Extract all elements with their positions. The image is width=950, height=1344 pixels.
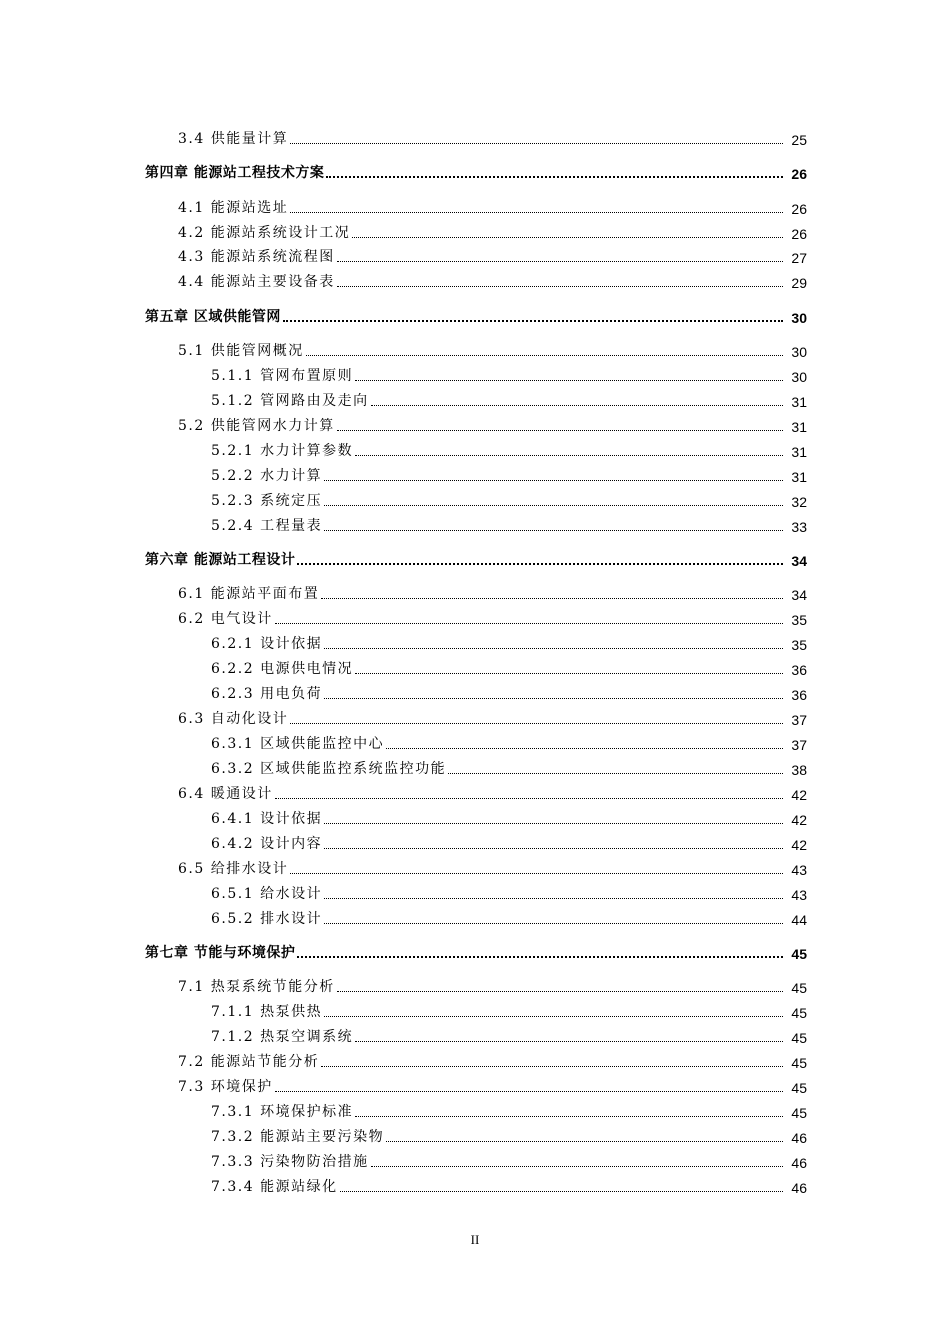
toc-entry-page: 31 bbox=[791, 469, 807, 485]
toc-entry[interactable] bbox=[178, 340, 807, 360]
toc-entry-title: 6.1 能源站平面布置 bbox=[178, 583, 320, 603]
toc-chapter-entry[interactable] bbox=[145, 162, 807, 182]
toc-leader-dots bbox=[337, 261, 783, 262]
toc-entry[interactable] bbox=[178, 128, 807, 148]
toc-leader-dots bbox=[324, 1016, 783, 1017]
toc-entry[interactable] bbox=[211, 633, 807, 653]
toc-entry[interactable] bbox=[211, 390, 807, 410]
toc-entry-title: 5.2.2 水力计算 bbox=[211, 465, 323, 485]
toc-entry[interactable] bbox=[211, 1151, 807, 1171]
toc-entry[interactable] bbox=[211, 440, 807, 460]
toc-entry-page: 45 bbox=[791, 980, 807, 996]
toc-entry-title: 6.5 给排水设计 bbox=[178, 858, 289, 878]
toc-entry-title: 7.3 环境保护 bbox=[178, 1076, 274, 1096]
toc-entry-title: 7.1.2 热泵空调系统 bbox=[211, 1026, 354, 1046]
toc-entry-title: 6.2.1 设计依据 bbox=[211, 633, 323, 653]
toc-entry-title: 7.3.3 污染物防治措施 bbox=[211, 1151, 370, 1171]
toc-entry[interactable] bbox=[211, 683, 807, 703]
toc-entry-title: 7.1.1 热泵供热 bbox=[211, 1001, 323, 1021]
toc-entry-title: 6.3.1 区域供能监控中心 bbox=[211, 733, 385, 753]
toc-entry[interactable] bbox=[178, 858, 807, 878]
toc-leader-dots bbox=[324, 648, 783, 649]
toc-leader-dots bbox=[275, 1091, 783, 1092]
toc-entry-title: 7.3.2 能源站主要污染物 bbox=[211, 1126, 385, 1146]
toc-chapter-entry[interactable] bbox=[145, 306, 807, 326]
toc-entry-page: 45 bbox=[791, 1080, 807, 1096]
toc-leader-dots bbox=[275, 798, 783, 799]
toc-leader-dots bbox=[324, 923, 783, 924]
toc-entry-page: 33 bbox=[791, 519, 807, 535]
toc-leader-dots bbox=[324, 898, 783, 899]
toc-entry[interactable] bbox=[211, 490, 807, 510]
toc-entry-page: 36 bbox=[791, 662, 807, 678]
toc-entry-title: 6.4.2 设计内容 bbox=[211, 833, 323, 853]
toc-leader-dots bbox=[386, 748, 783, 749]
toc-entry[interactable] bbox=[178, 1051, 807, 1071]
toc-leader-dots bbox=[324, 698, 783, 699]
toc-entry[interactable] bbox=[178, 197, 807, 217]
toc-entry[interactable] bbox=[211, 733, 807, 753]
toc-leader-dots bbox=[326, 176, 783, 178]
toc-entry[interactable] bbox=[178, 608, 807, 628]
toc-entry-page: 42 bbox=[791, 812, 807, 828]
page-number: II bbox=[470, 1232, 480, 1247]
toc-entry-title: 5.1.1 管网布置原则 bbox=[211, 365, 354, 385]
toc-entry-page: 36 bbox=[791, 687, 807, 703]
toc-entry[interactable] bbox=[178, 783, 807, 803]
toc-entry-page: 46 bbox=[791, 1155, 807, 1171]
toc-entry[interactable] bbox=[211, 758, 807, 778]
toc-entry-page: 32 bbox=[791, 494, 807, 510]
toc-leader-dots bbox=[337, 430, 783, 431]
toc-entry[interactable] bbox=[211, 808, 807, 828]
toc-entry-page: 31 bbox=[791, 419, 807, 435]
toc-entry-title: 5.2.4 工程量表 bbox=[211, 515, 323, 535]
toc-leader-dots bbox=[324, 505, 783, 506]
toc-entry-title: 6.3.2 区域供能监控系统监控功能 bbox=[211, 758, 447, 778]
toc-entry-title: 4.1 能源站选址 bbox=[178, 197, 289, 217]
toc-entry-page: 42 bbox=[791, 787, 807, 803]
toc-entry-title: 第六章 能源站工程设计 bbox=[145, 549, 296, 569]
toc-entry-page: 26 bbox=[791, 226, 807, 242]
toc-leader-dots bbox=[297, 563, 783, 565]
toc-entry[interactable] bbox=[211, 1001, 807, 1021]
toc-entry[interactable] bbox=[211, 833, 807, 853]
toc-entry[interactable] bbox=[178, 976, 807, 996]
toc-entry-title: 5.1 供能管网概况 bbox=[178, 340, 305, 360]
toc-entry-page: 31 bbox=[791, 444, 807, 460]
toc-entry[interactable] bbox=[178, 583, 807, 603]
toc-leader-dots bbox=[337, 286, 783, 287]
toc-leader-dots bbox=[297, 956, 783, 958]
toc-entry-title: 6.4.1 设计依据 bbox=[211, 808, 323, 828]
toc-entry[interactable] bbox=[178, 271, 807, 291]
toc-entry-page: 35 bbox=[791, 637, 807, 653]
toc-entry-title: 5.2 供能管网水力计算 bbox=[178, 415, 336, 435]
toc-entry[interactable] bbox=[211, 1026, 807, 1046]
toc-entry-page: 30 bbox=[791, 344, 807, 360]
toc-leader-dots bbox=[290, 723, 783, 724]
toc-entry-title: 5.2.3 系统定压 bbox=[211, 490, 323, 510]
toc-entry-page: 37 bbox=[791, 737, 807, 753]
toc-leader-dots bbox=[324, 848, 783, 849]
toc-entry-page: 43 bbox=[791, 887, 807, 903]
toc-leader-dots bbox=[306, 355, 783, 356]
toc-entry-title: 4.3 能源站系统流程图 bbox=[178, 246, 336, 266]
toc-chapter-entry[interactable] bbox=[145, 942, 807, 962]
toc-leader-dots bbox=[290, 143, 783, 144]
toc-leader-dots bbox=[386, 1141, 783, 1142]
toc-entry-title: 4.4 能源站主要设备表 bbox=[178, 271, 336, 291]
toc-leader-dots bbox=[275, 623, 783, 624]
toc-entry-page: 34 bbox=[791, 587, 807, 603]
toc-entry-title: 6.2.3 用电负荷 bbox=[211, 683, 323, 703]
toc-entry-title: 7.3.4 能源站绿化 bbox=[211, 1176, 339, 1196]
toc-leader-dots bbox=[324, 480, 783, 481]
toc-chapter-entry[interactable] bbox=[145, 549, 807, 569]
toc-entry-title: 4.2 能源站系统设计工况 bbox=[178, 222, 351, 242]
toc-leader-dots bbox=[352, 237, 783, 238]
toc-entry-title: 第七章 节能与环境保护 bbox=[145, 942, 296, 962]
toc-leader-dots bbox=[337, 991, 783, 992]
toc-entry-page: 29 bbox=[791, 275, 807, 291]
toc-entry-page: 30 bbox=[791, 369, 807, 385]
toc-entry-page: 45 bbox=[791, 946, 807, 962]
toc-entry-page: 35 bbox=[791, 612, 807, 628]
toc-entry-page: 25 bbox=[791, 132, 807, 148]
toc-leader-dots bbox=[355, 673, 783, 674]
toc-entry[interactable] bbox=[178, 415, 807, 435]
toc-entry-page: 34 bbox=[791, 553, 807, 569]
toc-entry-page: 46 bbox=[791, 1130, 807, 1146]
toc-entry-page: 27 bbox=[791, 250, 807, 266]
toc-leader-dots bbox=[371, 1166, 783, 1167]
toc-entry-title: 6.4 暖通设计 bbox=[178, 783, 274, 803]
toc-leader-dots bbox=[324, 823, 783, 824]
toc-entry-title: 6.3 自动化设计 bbox=[178, 708, 289, 728]
toc-leader-dots bbox=[321, 598, 783, 599]
toc-entry-title: 第五章 区域供能管网 bbox=[145, 306, 282, 326]
toc-entry[interactable] bbox=[211, 908, 807, 928]
toc-entry[interactable] bbox=[211, 883, 807, 903]
toc-entry[interactable] bbox=[211, 465, 807, 485]
toc-entry-title: 7.2 能源站节能分析 bbox=[178, 1051, 320, 1071]
toc-leader-dots bbox=[355, 1041, 783, 1042]
toc-entry-page: 45 bbox=[791, 1105, 807, 1121]
toc-entry[interactable] bbox=[211, 658, 807, 678]
toc-entry[interactable] bbox=[211, 365, 807, 385]
toc-leader-dots bbox=[448, 773, 783, 774]
toc-leader-dots bbox=[355, 455, 783, 456]
toc-entry-page: 26 bbox=[791, 166, 807, 182]
toc-leader-dots bbox=[321, 1066, 783, 1067]
toc-entry[interactable] bbox=[178, 1076, 807, 1096]
toc-entry-page: 45 bbox=[791, 1055, 807, 1071]
toc-entry-page: 44 bbox=[791, 912, 807, 928]
toc-entry-page: 42 bbox=[791, 837, 807, 853]
toc-entry-title: 6.5.2 排水设计 bbox=[211, 908, 323, 928]
toc-entry-page: 26 bbox=[791, 201, 807, 217]
toc-entry-title: 6.2.2 电源供电情况 bbox=[211, 658, 354, 678]
toc-leader-dots bbox=[290, 212, 783, 213]
toc-entry-page: 45 bbox=[791, 1005, 807, 1021]
toc-entry[interactable] bbox=[178, 222, 807, 242]
toc-entry[interactable] bbox=[211, 1101, 807, 1121]
toc-leader-dots bbox=[355, 380, 783, 381]
toc-entry[interactable] bbox=[211, 1176, 807, 1196]
toc-entry[interactable] bbox=[211, 1126, 807, 1146]
toc-entry[interactable] bbox=[211, 515, 807, 535]
toc-leader-dots bbox=[355, 1116, 783, 1117]
toc-entry[interactable] bbox=[178, 246, 807, 266]
toc-entry-page: 30 bbox=[791, 310, 807, 326]
toc-entry-title: 6.2 电气设计 bbox=[178, 608, 274, 628]
toc-entry-title: 7.3.1 环境保护标准 bbox=[211, 1101, 354, 1121]
toc-entry-title: 5.2.1 水力计算参数 bbox=[211, 440, 354, 460]
toc-entry-page: 38 bbox=[791, 762, 807, 778]
toc-entry-page: 37 bbox=[791, 712, 807, 728]
toc-entry-title: 5.1.2 管网路由及走向 bbox=[211, 390, 370, 410]
toc-leader-dots bbox=[324, 530, 783, 531]
toc-entry-title: 6.5.1 给水设计 bbox=[211, 883, 323, 903]
toc-leader-dots bbox=[283, 320, 783, 322]
toc-leader-dots bbox=[340, 1191, 783, 1192]
toc-entry[interactable] bbox=[178, 708, 807, 728]
toc-entry-title: 7.1 热泵系统节能分析 bbox=[178, 976, 336, 996]
toc-leader-dots bbox=[290, 873, 783, 874]
toc-entry-page: 31 bbox=[791, 394, 807, 410]
toc-entry-page: 45 bbox=[791, 1030, 807, 1046]
toc-leader-dots bbox=[371, 405, 783, 406]
toc-entry-title: 3.4 供能量计算 bbox=[178, 128, 289, 148]
toc-entry-title: 第四章 能源站工程技术方案 bbox=[145, 162, 325, 182]
toc-entry-page: 43 bbox=[791, 862, 807, 878]
toc-entry-page: 46 bbox=[791, 1180, 807, 1196]
